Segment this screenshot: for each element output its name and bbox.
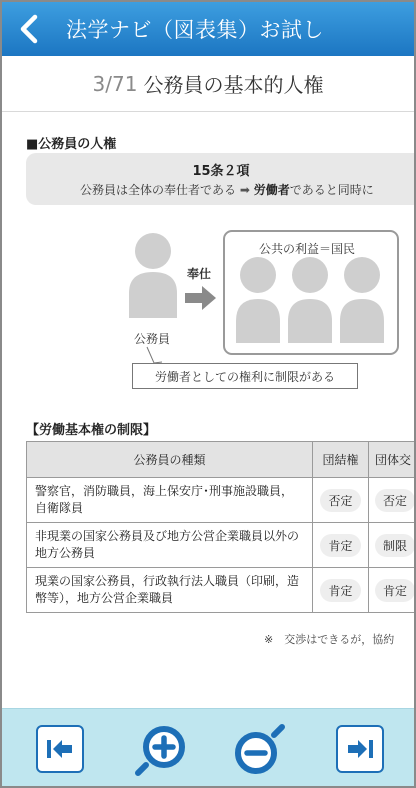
article-text-post: であると同時に <box>289 183 374 197</box>
back-button[interactable] <box>2 2 56 56</box>
bottom-toolbar <box>2 708 414 788</box>
prev-page-button[interactable] <box>36 725 84 773</box>
section-heading: ■公務員の人権 <box>26 137 117 152</box>
zoom-in-icon <box>134 723 188 777</box>
right-cell <box>369 568 415 613</box>
right-status: 肯定 <box>375 579 414 602</box>
service-label: 奉仕 <box>187 267 212 281</box>
article-text <box>80 181 374 198</box>
service-arrow-icon <box>185 286 216 310</box>
zoom-out-button[interactable] <box>232 723 286 777</box>
table-header-row <box>27 442 415 478</box>
app-header <box>2 2 414 56</box>
page-counter: 3/71 <box>92 71 138 96</box>
public-servant-label: 公務員 <box>134 332 171 346</box>
right-status: 否定 <box>320 489 360 512</box>
zoom-in-button[interactable] <box>134 723 188 777</box>
citizen-figures <box>236 257 384 343</box>
chevron-left-icon <box>18 14 40 44</box>
column-header: 団結権 <box>313 442 369 478</box>
servant-kind-cell: 警察官，消防職員，海上保安庁･刑事施設職員，自衛隊員 <box>27 478 313 523</box>
labor-limits-heading: 【労働基本権の制限】 <box>26 423 157 438</box>
right-status: 肯定 <box>320 534 360 557</box>
article-box <box>26 153 414 205</box>
column-header: 団体交 <box>369 442 415 478</box>
next-page-button[interactable] <box>336 725 384 773</box>
app-title: 法学ナビ（図表集）お試し <box>66 18 324 42</box>
arrow-right-icon: ➡ <box>239 183 250 197</box>
right-cell <box>313 568 369 613</box>
right-status: 否定 <box>375 489 414 512</box>
column-header: 公務員の種類 <box>27 442 313 478</box>
article-text-bold: 労働者 <box>253 183 290 197</box>
right-status: 制限 <box>375 534 414 557</box>
table-row <box>27 523 415 568</box>
right-cell <box>369 478 415 523</box>
figure-content[interactable] <box>2 113 414 708</box>
table-row <box>27 568 415 613</box>
right-cell <box>369 523 415 568</box>
arrow-right-icon <box>346 738 374 760</box>
table-row <box>27 478 415 523</box>
public-interest-label: 公共の利益＝国民 <box>259 242 356 256</box>
labor-rights-table <box>26 441 414 613</box>
rights-callout: 労働者としての権利に制限がある <box>132 363 358 389</box>
servant-kind-cell: 非現業の国家公務員及び地方公営企業職員以外の地方公務員 <box>27 523 313 568</box>
right-status: 肯定 <box>320 579 360 602</box>
page-title: 公務員の基本的人権 <box>143 73 324 97</box>
arrow-left-icon <box>46 738 74 760</box>
zoom-out-icon <box>232 723 286 777</box>
public-servant-figure <box>129 233 177 318</box>
article-number: 15条２項 <box>192 164 250 179</box>
callout-pointer <box>147 347 162 363</box>
servant-kind-cell: 現業の国家公務員，行政執行法人職員（印刷，造幣等），地方公営企業職員 <box>27 568 313 613</box>
table-footnote: ※ 交渉はできるが，協約 <box>264 633 395 646</box>
right-cell <box>313 523 369 568</box>
article-text-pre: 公務員は全体の奉仕者である <box>80 183 237 197</box>
right-cell <box>313 478 369 523</box>
page-header <box>2 56 414 112</box>
